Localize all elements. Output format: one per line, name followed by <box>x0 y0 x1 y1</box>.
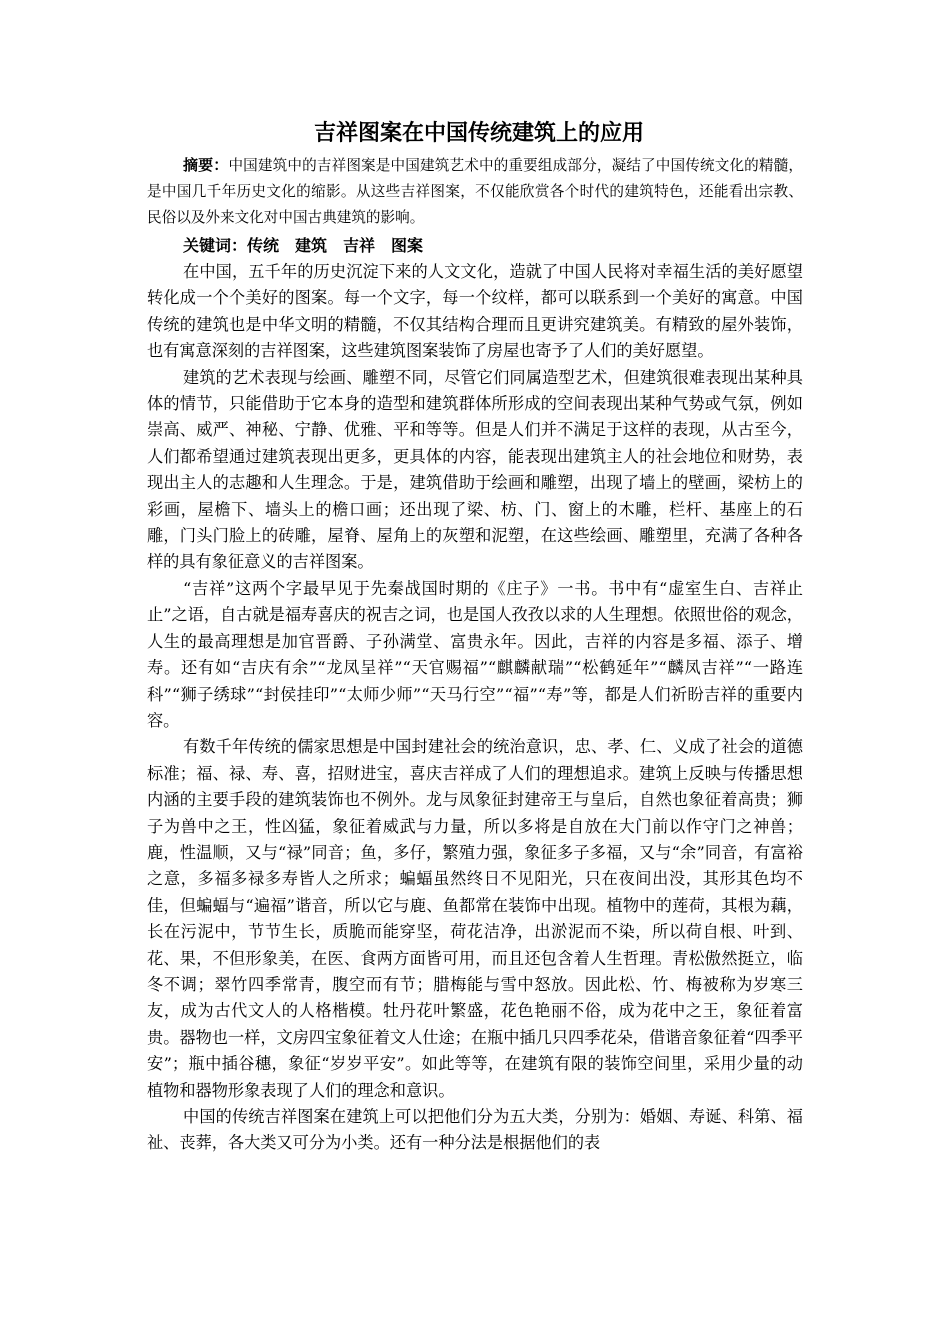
document-title: 吉祥图案在中国传统建筑上的应用 <box>313 121 644 146</box>
abstract <box>147 152 803 231</box>
keywords: 关键词：传统 建筑 吉祥 图案 <box>183 236 424 255</box>
body-paragraph-3: “吉祥”这两个字最早见于先秦战国时期的《庄子》一书。书中有“虚室生白、吉祥止止”之语，自古就是福寿喜庆的祝吉之词，也是国人孜孜以求的人生理想。依照世俗的观念，人生的最高理想是加官晋爵、子孙满堂、富贵永年。因此，吉祥的内容是多福、添子、增寿。还有如“吉庆有余”“龙凤呈祥”“天官赐福”“麒麟献瑞”“松鹤延年”“麟凤吉祥”“一路连科”“狮子绣球”“封侯挂印”“太师少师”“天马行空”“福”“寿”等，都是人们祈盼吉祥的重要内容。 <box>147 578 803 730</box>
body-paragraph-2: 建筑的艺术表现与绘画、雕塑不同，尽管它们同属造型艺术，但建筑很难表现出某种具体的情节，只能借助于它本身的造型和建筑群体所形成的空间表现出某种气势或气氛，例如崇高、威严、神秘、宁静、优雅、平和等等。但是人们并不满足于这样的表现，从古至今，人们都希望通过建筑表现出更多，更具体的内容，能表现出建筑主人的社会地位和财势，表现出主人的志趣和人生理念。于是，建筑借助于绘画和雕塑，出现了墙上的壁画，梁枋上的彩画，屋檐下、墙头上的檐口画；还出现了梁、枋、门、窗上的木雕，栏杆、基座上的石雕，门头门脸上的砖雕，屋脊、屋角上的灰塑和泥塑，在这些绘画、雕塑里，充满了各种各样的具有象征意义的吉祥图案。 <box>147 367 803 572</box>
body-paragraph-4: 有数千年传统的儒家思想是中国封建社会的统治意识，忠、孝、仁、义成了社会的道德标准；福、禄、寿、喜，招财进宝，喜庆吉祥成了人们的理想追求。建筑上反映与传播思想内涵的主要手段的建筑装饰也不例外。龙与凤象征封建帝王与皇后，自然也象征着高贵；狮子为兽中之王，性凶猛，象征着威武与力量，所以多将是自放在大门前以作守门之神兽；鹿，性温顺，又与“禄”同音；鱼，多仔，繁殖力强，象征多子多福，又与“余”同音，有富裕之意，多福多禄多寿皆人之所求；蝙蝠虽然终日不见阳光，只在夜间出没，其形其色均不佳，但蝙蝠与“遍福”谐音，所以它与鹿、鱼都常在装饰中出现。植物中的莲荷，其根为藕，长在污泥中，节节生长，质脆而能穿坚，荷花洁净，出淤泥而不染，所以荷自根、叶到、花、果，不但形象美，在医、食两方面皆可用，而且还包含着人生哲理。青松傲然挺立，临冬不调；翠竹四季常青，腹空而有节；腊梅能与雪中怒放。因此松、竹、梅被称为岁寒三友，成为古代文人的人格楷模。牡丹花叶繁盛，花色艳丽不俗，成为花中之王，象征着富贵。器物也一样，文房四宝象征着文人仕途；在瓶中插几只四季花朵，借谐音象征着“四季平安”；瓶中插谷穗，象征“岁岁平安”。如此等等，在建筑有限的装饰空间里，采用少量的动植物和器物形象表现了人们的理念和意识。 <box>147 737 803 1100</box>
abstract-text: 中国建筑中的吉祥图案是中国建筑艺术中的重要组成部分，凝结了中国传统文化的精髓，是中国几千年历史文化的缩影。从这些吉祥图案，不仅能欣赏各个时代的建筑特色，还能看出宗教、民俗以及外来文化对中国古典建筑的影响。 <box>147 157 803 226</box>
document-page <box>147 118 803 1157</box>
abstract-label: 摘要： <box>183 156 229 174</box>
body-paragraph-5: 中国的传统吉祥图案在建筑上可以把他们分为五大类，分别为：婚姻、寿诞、科第、福祉、丧葬，各大类又可分为小类。还有一种分法是根据他们的表 <box>147 1107 803 1153</box>
body-paragraph-1: 在中国，五千年的历史沉淀下来的人文文化，造就了中国人民将对幸福生活的美好愿望转化成一个个美好的图案。每一个文字，每一个纹样，都可以联系到一个美好的寓意。中国传统的建筑也是中华文明的精髓，不仅其结构合理而且更讲究建筑美。有精致的屋外装饰，也有寓意深刻的吉祥图案，这些建筑图案装饰了房屋也寄予了人们的美好愿望。 <box>147 262 803 361</box>
